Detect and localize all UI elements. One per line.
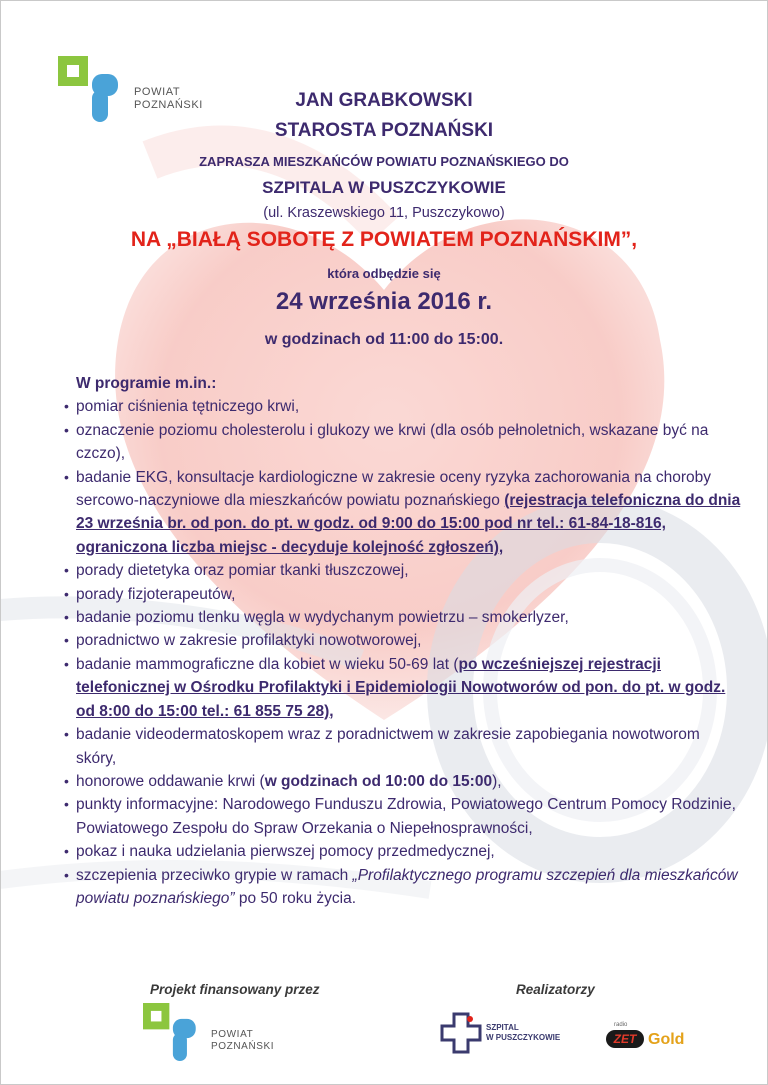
program-item: • pokaz i nauka udzielania pierwszej pomocy przedmedycznej, xyxy=(64,840,744,863)
program-item: • porady fizjoterapeutów, xyxy=(64,583,744,606)
radio-small-text: radio xyxy=(614,1022,628,1028)
host-role: STAROSTA POZNAŃSKI xyxy=(274,120,494,141)
program-item: • pomiar ciśnienia tętniczego krwi, xyxy=(64,395,744,418)
program-item-text: ), xyxy=(492,772,502,790)
powiat-logo-icon xyxy=(143,1003,201,1061)
registration-note: (rejestracja telefoniczna do dnia 23 września br. od pon. do pt. w godz. od 9:00 do 15:00 pod nr tel.: 61-84-18-816, ograniczona liczba miejsc - decyduje kolejność zgłoszeń), xyxy=(76,492,741,556)
event-hours: w godzinach od 11:00 do 15:00. xyxy=(264,331,504,348)
program-item-text: honorowe oddawanie krwi ( xyxy=(76,772,265,790)
program-name: „Profilaktycznego programu szczepień dla mieszkańców powiatu poznańskiego” xyxy=(76,866,738,907)
program-item-text: badanie EKG, konsultacje kardiologiczne w zakresie oceny ryzyka zachorowania na choroby sercowo-naczyniowe dla mieszkańców powiatu poznańskiego xyxy=(76,468,711,510)
organizers-label: Realizatorzy xyxy=(516,982,595,997)
program-item xyxy=(64,466,744,560)
hospital-logo-line-1: SZPITAL xyxy=(486,1023,519,1032)
hospital-logo-text xyxy=(486,1023,560,1043)
hospital-address: (ul. Kraszewskiego 11, Puszczykowo) xyxy=(263,205,505,221)
program-item-text: badanie mammograficzne dla kobiet w wieku 50-69 lat ( xyxy=(76,655,459,673)
blood-hours: w godzinach od 10:00 do 15:00 xyxy=(264,772,493,790)
powiat-poznanski-logo-bottom xyxy=(143,1003,313,1063)
program-item: • punkty informacyjne: Narodowego Funduszu Zdrowia, Powiatowego Centrum Pomocy Rodzinie, Powiatowego Zespołu do Spraw Orzekania o Niepełnosprawności, xyxy=(64,793,744,840)
hospital-logo xyxy=(440,1010,570,1060)
hospital-cross-icon xyxy=(440,1010,484,1056)
event-date: 24 września 2016 r. xyxy=(275,288,493,315)
program-item: • badanie poziomu tlenku węgla w wydychanym powietrzu – smokerlyzer, xyxy=(64,606,744,629)
powiat-logo-icon xyxy=(58,56,124,122)
program-list xyxy=(64,395,744,910)
program-item: • porady dietetyka oraz pomiar tkanki tłuszczowej, xyxy=(64,559,744,582)
logo-line-1: POWIAT xyxy=(134,86,181,98)
logo-line-2: POZNAŃSKI xyxy=(211,1041,275,1052)
program-item xyxy=(64,653,744,723)
radio-gold-text: Gold xyxy=(648,1031,685,1048)
program-item: • badanie videodermatoskopem wraz z poradnictwem w zakresie zapobiegania nowotworom skóry, xyxy=(64,723,744,770)
powiat-logo-text xyxy=(211,1029,274,1053)
host-name: JAN GRABKOWSKI xyxy=(295,90,473,111)
event-title: NA „BIAŁĄ SOBOTĘ Z POWIATEM POZNAŃSKIM”, xyxy=(130,228,638,251)
program-section xyxy=(64,372,744,910)
program-item xyxy=(64,770,744,793)
radio-zet-badge: ZET xyxy=(606,1030,644,1048)
hospital-logo-line-2: W PUSZCZYKOWIE xyxy=(486,1033,561,1042)
program-item-text: po 50 roku życia. xyxy=(234,889,357,907)
hospital-name: SZPITALA W PUSZCZYKOWIE xyxy=(262,178,506,197)
invite-line: ZAPRASZA MIESZKAŃCÓW POWIATU POZNAŃSKIEGO DO xyxy=(199,154,569,169)
logo-line-1: POWIAT xyxy=(211,1029,254,1040)
registration-note: po wcześniejszej rejestracji telefonicznej w Ośrodku Profilaktyki i Epidemiologii Nowotworów od pon. do pt. w godz. od 8:00 do 15:00 tel.: 61 855 75 28), xyxy=(76,655,726,720)
logo-line-2: POZNAŃSKI xyxy=(134,99,203,111)
program-title: W programie m.in.: xyxy=(76,375,217,392)
program-item-text: szczepienia przeciwko grypie w ramach xyxy=(76,866,353,884)
radio-zet-gold-logo xyxy=(598,1018,698,1058)
program-item: • poradnictwo w zakresie profilaktyki nowotworowej, xyxy=(64,629,744,652)
financed-by-label: Projekt finansowany przez xyxy=(150,982,320,997)
event-intro: która odbędzie się xyxy=(327,266,441,281)
program-item xyxy=(64,864,744,911)
program-item: • oznaczenie poziomu cholesterolu i glukozy we krwi (dla osób pełnoletnich, wskazane być na czczo), xyxy=(64,419,744,466)
